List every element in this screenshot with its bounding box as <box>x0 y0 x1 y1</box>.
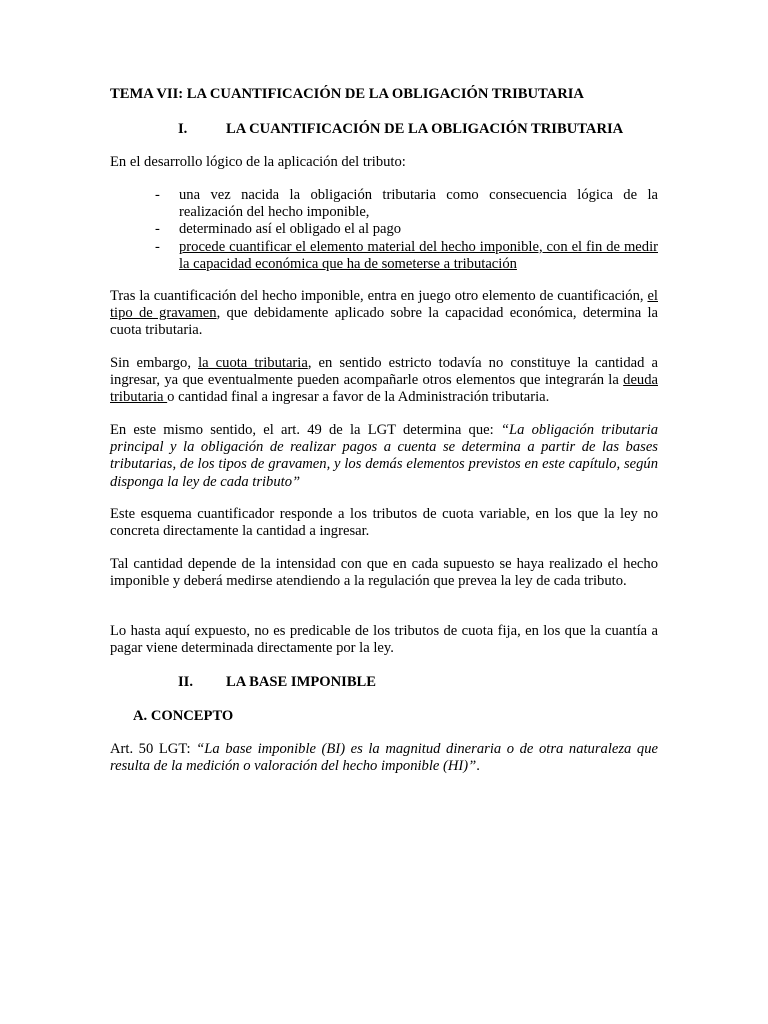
legal-quote: “La obligación tributaria principal y la obligación de realizar pagos a cuenta se determina a partir de las bases tributarias, de los tipos de gravamen, y los demás elementos previstos en este capítulo, según disponga la ley de cada tributo” <box>110 422 658 490</box>
paragraph-text: Sin embargo, <box>110 355 199 371</box>
paragraph-text: o cantidad final a ingresar a favor de la Administración tributaria. <box>167 389 550 406</box>
paragraph-cuota-fija: Lo hasta aquí expuesto, no es predicable de los tributos de cuota fija, en los que la cuantía a pagar viene determinada directamente por la ley. <box>110 623 658 657</box>
list-item <box>155 239 658 273</box>
legal-quote: “La base imponible (BI) es la magnitud dineraria o de otra naturaleza que resulta de la medición o valoración del hecho imponible (HI)” <box>110 741 658 775</box>
bullet-dash: - <box>155 221 160 238</box>
paragraph-text: Tras la cuantificación del hecho imponible, entra en juego otro elemento de cuantificación, <box>110 288 648 304</box>
document-title: TEMA VII: LA CUANTIFICACIÓN DE LA OBLIGACIÓN TRIBUTARIA <box>110 86 584 102</box>
bullet-dash: - <box>155 187 160 203</box>
paragraph-text: , en sentido estricto todavía no constituye la cantidad a ingresar, ya que eventualmente pueden acompañarle otros elementos que integrarán la <box>110 355 658 389</box>
paragraph-text: En este mismo sentido, el art. 49 de la LGT determina que: <box>110 422 501 438</box>
bullet-list <box>155 187 658 273</box>
underlined-term: el tipo de gravamen <box>110 288 658 322</box>
paragraph-text: Art. 50 LGT: <box>110 741 197 757</box>
list-item <box>155 187 658 221</box>
section-2-number: II. <box>178 674 194 690</box>
paragraph-text: . <box>476 758 480 775</box>
intro-paragraph: En el desarrollo lógico de la aplicación del tributo: <box>110 154 406 170</box>
subsection-a-heading: A. CONCEPTO <box>133 708 234 724</box>
section-1-label: LA CUANTIFICACIÓN DE LA OBLIGACIÓN TRIBUTARIA <box>226 121 624 137</box>
bullet-text: procede cuantificar el elemento material del hecho imponible, con el fin de medir la capacidad económica que ha de someterse a tributación <box>179 238 658 272</box>
underlined-term: la cuota tributaria <box>198 355 308 371</box>
paragraph-cuota-variable: Este esquema cuantificador responde a los tributos de cuota variable, en los que la ley no concreta directamente la cantidad a ingresar. <box>110 506 658 540</box>
underlined-term: deuda tributaria <box>110 372 658 406</box>
bullet-text: determinado así el obligado el al pago <box>179 221 402 238</box>
paragraph-art-50 <box>110 741 658 775</box>
paragraph-art-49 <box>110 422 658 491</box>
section-2-label: LA BASE IMPONIBLE <box>226 674 377 690</box>
paragraph-text: , que debidamente aplicado sobre la capacidad económica, determina la cuota tributaria. <box>110 305 658 339</box>
paragraph-intensidad: Tal cantidad depende de la intensidad con que en cada supuesto se haya realizado el hecho imponible y deberá medirse atendiendo a la regulación que prevea la ley de cada tributo. <box>110 556 658 590</box>
list-item <box>155 221 658 238</box>
bullet-dash: - <box>155 238 160 255</box>
paragraph-cuota-tributaria <box>110 355 658 407</box>
paragraph-tipo-gravamen <box>110 288 658 340</box>
bullet-text: una vez nacida la obligación tributaria como consecuencia lógica de la realización del hecho imponible, <box>179 187 658 221</box>
section-1-number: I. <box>178 121 188 137</box>
